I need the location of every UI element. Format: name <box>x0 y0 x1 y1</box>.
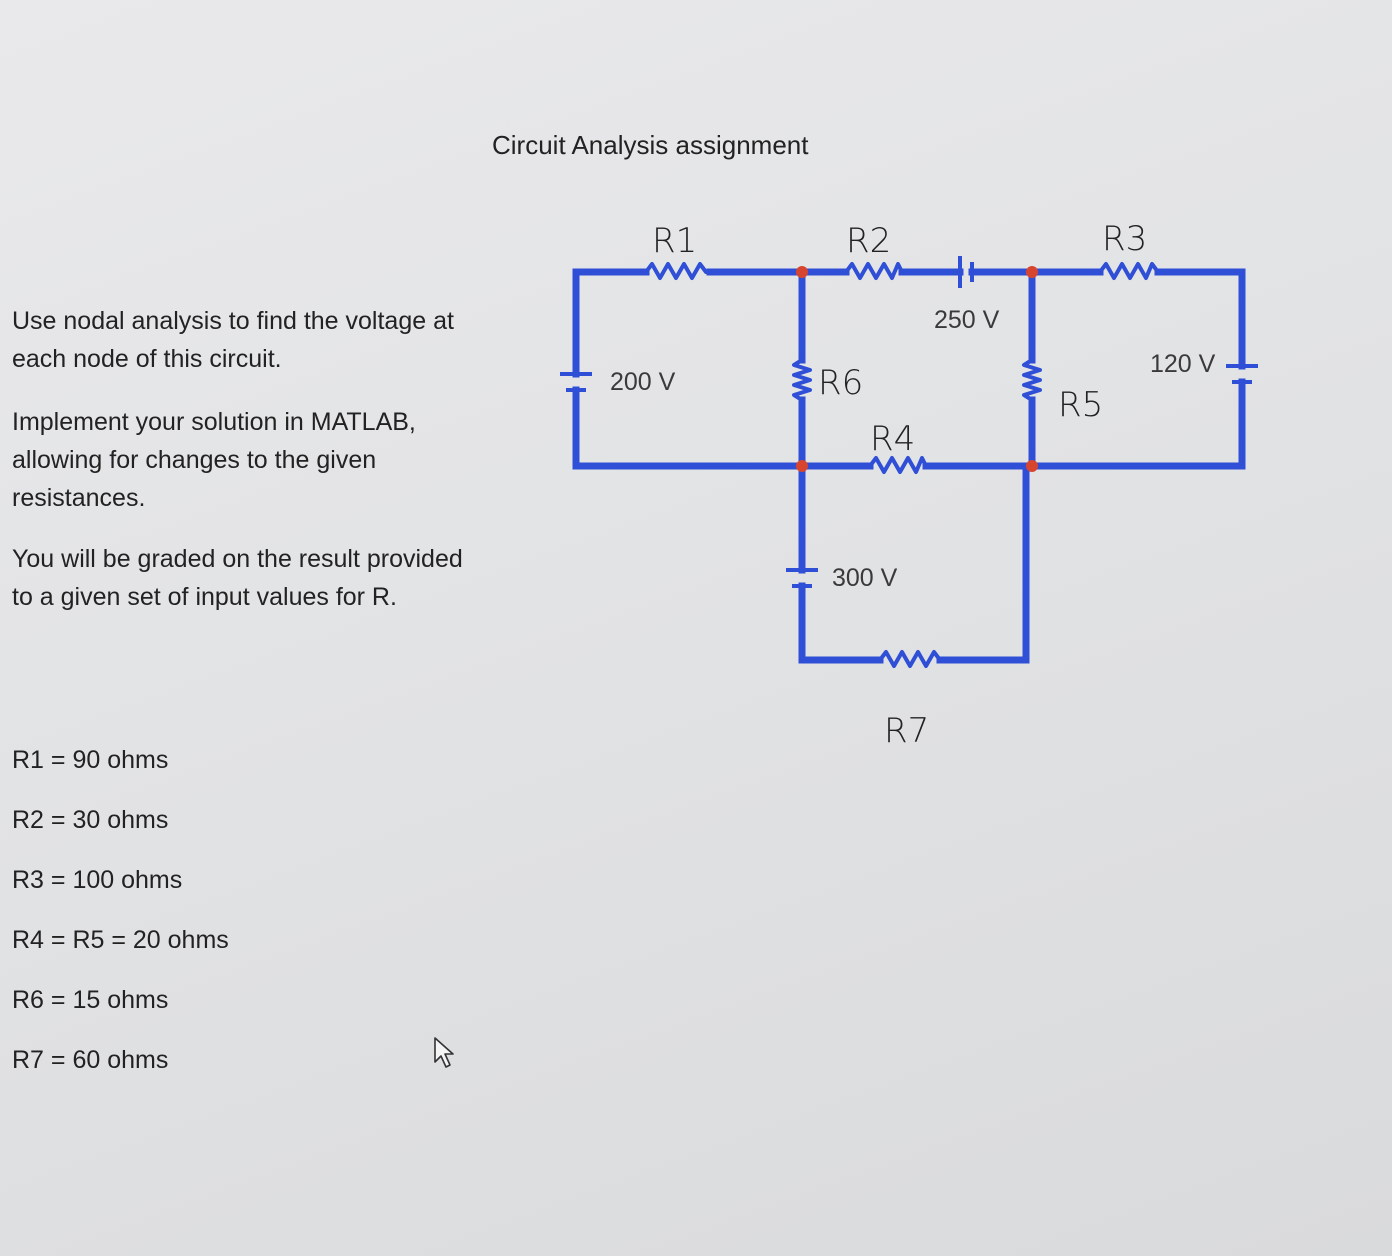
instruction-line: Use nodal analysis to find the voltage at <box>12 307 454 335</box>
resistor-value-r1: R1 = 90 ohms <box>12 746 169 774</box>
source-250v <box>960 258 972 286</box>
label-120v: 120 V <box>1150 350 1216 378</box>
label-r6: R6 <box>818 363 864 403</box>
instruction-paragraph-1 <box>12 302 532 378</box>
label-r1: R1 <box>652 221 698 261</box>
instruction-line: resistances. <box>12 484 146 512</box>
resistor-r2 <box>846 264 902 278</box>
resistor-r4 <box>870 458 926 472</box>
instruction-line: Implement your solution in MATLAB, <box>12 408 416 436</box>
node-top-middle <box>796 266 808 278</box>
resistor-r7 <box>880 652 940 666</box>
resistor-r1 <box>646 264 710 278</box>
label-r7: R7 <box>884 711 930 751</box>
instruction-line: You will be graded on the result provided <box>12 545 463 573</box>
resistor-value-r6: R6 = 15 ohms <box>12 986 169 1014</box>
mouse-pointer-icon <box>432 1036 458 1070</box>
label-r4: R4 <box>870 419 916 459</box>
circuit-diagram <box>540 200 1280 760</box>
resistor-value-r3: R3 = 100 ohms <box>12 866 183 894</box>
label-r2: R2 <box>846 221 892 261</box>
node-bottom-right <box>1026 460 1038 472</box>
resistor-value-r2: R2 = 30 ohms <box>12 806 169 834</box>
node-top-right <box>1026 266 1038 278</box>
label-200v: 200 V <box>610 368 676 396</box>
resistor-r6 <box>794 360 810 400</box>
instruction-line: each node of this circuit. <box>12 345 282 373</box>
instruction-line: to a given set of input values for R. <box>12 583 397 611</box>
resistor-value-r7: R7 = 60 ohms <box>12 1046 169 1074</box>
page-title: Circuit Analysis assignment <box>492 130 809 160</box>
label-r3: R3 <box>1102 219 1148 259</box>
label-250v: 250 V <box>934 306 1000 334</box>
resistor-value-list <box>12 740 229 1100</box>
node-bottom-middle <box>796 460 808 472</box>
label-300v: 300 V <box>832 564 898 592</box>
instruction-paragraph-3 <box>12 540 532 616</box>
instruction-line: allowing for changes to the given <box>12 446 377 474</box>
resistor-r3 <box>1100 264 1158 278</box>
instruction-paragraph-2 <box>12 403 532 517</box>
resistor-value-r4-r5: R4 = R5 = 20 ohms <box>12 926 229 954</box>
resistor-r5 <box>1024 360 1040 400</box>
label-r5: R5 <box>1058 385 1104 425</box>
